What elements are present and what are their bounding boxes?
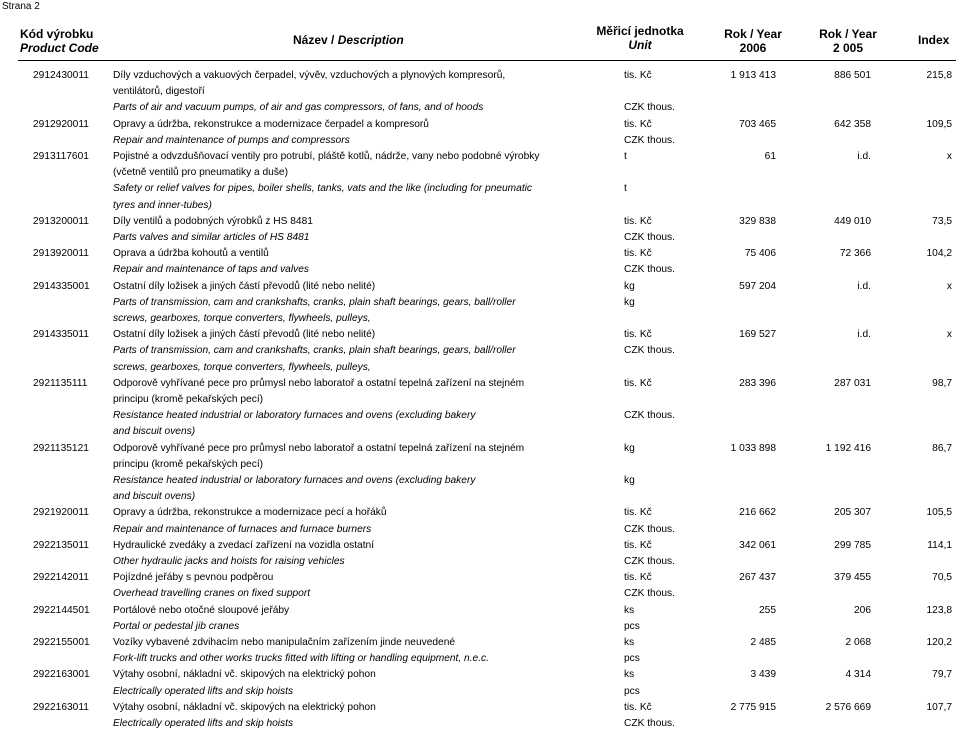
product-code: 2922142011 (33, 572, 89, 584)
description-en: and biscuit ovens) (113, 491, 196, 503)
unit-cz: t (624, 151, 627, 162)
unit-en: CZK thous. (624, 345, 675, 357)
product-code: 2922144501 (33, 604, 90, 616)
index-value: 98,7 (932, 377, 952, 389)
value-2006: 342 061 (739, 539, 776, 551)
value-2006: 255 (759, 604, 776, 616)
header-year1-value: 2006 (739, 41, 767, 55)
description-en: and biscuit ovens) (113, 426, 196, 438)
unit-en: CZK thous. (624, 717, 675, 729)
product-code: 2922135011 (33, 539, 89, 551)
description-cz: principu (kromě pekařských pecí) (113, 393, 264, 405)
header-code-cz: Kód výrobku (20, 27, 94, 41)
index-value: 70,5 (932, 572, 952, 584)
header-year-2006 (724, 27, 782, 55)
unit-cz: tis. Kč (624, 215, 652, 227)
product-code: 2921135111 (33, 377, 88, 389)
value-2005: 72 366 (839, 248, 871, 260)
description-cz: Opravy a údržba, rekonstrukce a modernizace čerpadel a kompresorů (113, 118, 429, 130)
description-cz: Výtahy osobní, nákladní vč. skipových na elektrický pohon (113, 701, 376, 713)
value-2006: 61 (764, 151, 776, 162)
product-code: 2914335011 (33, 329, 89, 341)
value-2005: 2 576 669 (825, 701, 871, 713)
description-en: Resistance heated industrial or laboratory furnaces and ovens (excluding bakery (113, 410, 476, 422)
description-en: Safety or relief valves for pipes, boiler shells, tanks, vats and the like (including for pneumatic (113, 183, 533, 195)
table-row (0, 505, 960, 537)
header-year2-value: 2 005 (832, 41, 864, 55)
value-2005: 205 307 (834, 507, 871, 519)
header-unit-en: Unit (628, 38, 652, 52)
index-value: 120,2 (926, 637, 952, 648)
unit-en: CZK thous. (624, 588, 675, 600)
header-name-en: Description (337, 33, 404, 47)
description-cz: Pojízdné jeřáby s pevnou podpěrou (113, 572, 274, 584)
value-2006: 1 033 898 (730, 442, 776, 454)
header-year-2005 (818, 27, 878, 55)
description-cz: Díly ventilů a podobných výrobků z HS 8481 (113, 215, 313, 227)
unit-cz: tis. Kč (624, 377, 652, 389)
value-2006: 2 485 (750, 637, 776, 648)
description-en: Electrically operated lifts and skip hoists (113, 685, 294, 697)
unit-cz: tis. Kč (624, 539, 652, 551)
unit-cz: tis. Kč (624, 70, 652, 81)
unit-cz: kg (624, 442, 635, 454)
description-en: Parts of transmission, cam and crankshafts, cranks, plain shaft bearings, gears, ball/roller (113, 296, 516, 308)
table-row (0, 667, 960, 699)
description-cz: Ostatní díly ložisek a jiných částí převodů (lité nebo nelité) (113, 329, 376, 341)
index-value: 73,5 (932, 215, 952, 227)
unit-cz: tis. Kč (624, 248, 652, 260)
unit-en: CZK thous. (624, 134, 675, 146)
value-2005: i.d. (857, 151, 871, 162)
unit-en: pcs (624, 685, 640, 697)
description-cz: Pojistné a odvzdušňovací ventily pro potrubí, pláště kotlů, nádrže, vany nebo podobné výrobky (113, 151, 540, 162)
header-name-cz: Název / (293, 33, 338, 47)
description-en: Electrically operated lifts and skip hoists (113, 717, 294, 729)
description-cz: principu (kromě pekařských pecí) (113, 458, 264, 470)
description-cz: Vozíky vybavené zdvihacím nebo manipulačním zařízením jinde neuvedené (113, 637, 456, 648)
table-row (0, 441, 960, 506)
value-2005: 299 785 (834, 539, 871, 551)
unit-en: pcs (624, 653, 640, 665)
table-row (0, 246, 960, 278)
unit-cz: tis. Kč (624, 572, 652, 584)
value-2005: 4 314 (845, 669, 871, 681)
table-row (0, 214, 960, 246)
description-cz: Ostatní díly ložisek a jiných částí převodů (lité nebo nelité) (113, 280, 376, 292)
description-en: Resistance heated industrial or laboratory furnaces and ovens (excluding bakery (113, 474, 476, 486)
header-index: Index (918, 33, 950, 47)
value-2006: 703 465 (739, 118, 776, 130)
value-2006: 216 662 (739, 507, 776, 519)
value-2006: 169 527 (739, 329, 776, 341)
table-row (0, 279, 960, 328)
unit-cz: kg (624, 280, 635, 292)
unit-en: CZK thous. (624, 523, 675, 535)
value-2006: 329 838 (739, 215, 776, 227)
value-2006: 597 204 (739, 280, 776, 292)
table-row (0, 376, 960, 441)
product-code: 2922155001 (33, 637, 90, 648)
product-code: 2921135121 (33, 442, 89, 454)
index-value: 123,8 (926, 604, 952, 616)
description-en: Parts of transmission, cam and crankshafts, cranks, plain shaft bearings, gears, ball/roller (113, 345, 516, 357)
index-value: x (946, 280, 952, 292)
unit-cz: ks (624, 637, 635, 648)
table-row (0, 327, 960, 376)
header-product-code (20, 27, 99, 55)
unit-cz: tis. Kč (624, 507, 652, 519)
header-year1-label: Rok / Year (724, 27, 782, 41)
unit-cz: tis. Kč (624, 701, 652, 713)
description-en: screws, gearboxes, torque converters, flywheels, pulleys, (113, 361, 371, 373)
header-unit (595, 24, 685, 52)
header-unit-cz: Měřicí jednotka (596, 24, 684, 38)
value-2005: i.d. (857, 329, 871, 341)
unit-cz: ks (624, 604, 635, 616)
index-value: 79,7 (932, 669, 952, 681)
value-2005: 1 192 416 (825, 442, 871, 454)
product-code: 2913200011 (33, 215, 89, 227)
index-value: 86,7 (932, 442, 952, 454)
description-en: Parts of air and vacuum pumps, of air and gas compressors, of fans, and of hoods (113, 102, 484, 114)
description-en: Repair and maintenance of furnaces and furnace burners (113, 523, 372, 535)
table-row (0, 700, 960, 732)
description-en: Parts valves and similar articles of HS 8481 (113, 231, 310, 243)
table-row (0, 603, 960, 635)
index-value: 105,5 (926, 507, 952, 519)
index-value: 109,5 (926, 118, 952, 130)
header-code-en: Product Code (20, 41, 99, 55)
index-value: 104,2 (926, 248, 952, 260)
unit-en: CZK thous. (624, 231, 675, 243)
value-2006: 75 406 (744, 248, 776, 260)
table-row (0, 149, 960, 214)
value-2005: 449 010 (834, 215, 871, 227)
table-row (0, 68, 960, 117)
unit-cz: tis. Kč (624, 329, 652, 341)
product-code: 2913117601 (33, 151, 89, 162)
product-code: 2913920011 (33, 248, 89, 260)
value-2006: 267 437 (739, 572, 776, 584)
product-code: 2914335001 (33, 280, 90, 292)
description-cz: Oprava a údržba kohoutů a ventilů (113, 248, 269, 260)
description-cz: Odporově vyhřívané pece pro průmysl nebo laboratoř a ostatní tepelná zařízení na stejném (113, 442, 525, 454)
header-year2-label: Rok / Year (819, 27, 877, 41)
unit-en: pcs (624, 620, 640, 632)
description-en: tyres and inner-tubes) (113, 199, 212, 211)
product-code: 2912920011 (33, 118, 89, 130)
value-2006: 2 775 915 (730, 701, 776, 713)
description-cz: (včetně ventilů pro pneumatiky a duše) (113, 167, 288, 179)
description-cz: ventilátorů, digestoří (113, 86, 205, 98)
product-code: 2922163001 (33, 669, 90, 681)
index-value: 107,7 (926, 701, 952, 713)
value-2005: 886 501 (834, 70, 871, 81)
value-2006: 3 439 (750, 669, 776, 681)
description-cz: Opravy a údržba, rekonstrukce a modernizace pecí a hořáků (113, 507, 387, 519)
unit-en: kg (624, 296, 635, 308)
description-en: Overhead travelling cranes on fixed support (113, 588, 311, 600)
unit-en: kg (624, 474, 635, 486)
table-row (0, 117, 960, 149)
value-2005: 206 (854, 604, 871, 616)
header-divider (18, 60, 956, 61)
description-cz: Odporově vyhřívané pece pro průmysl nebo laboratoř a ostatní tepelná zařízení na stejném (113, 377, 525, 389)
unit-en: CZK thous. (624, 264, 675, 276)
description-en: Portal or pedestal jib cranes (113, 620, 240, 632)
header-description (293, 33, 404, 47)
description-en: Fork-lift trucks and other works trucks fitted with lifting or handling equipment, n.e.c. (113, 653, 489, 665)
unit-en: CZK thous. (624, 555, 675, 567)
product-code: 2922163011 (33, 701, 89, 713)
description-cz: Portálové nebo otočné sloupové jeřáby (113, 604, 290, 616)
value-2005: 287 031 (834, 377, 871, 389)
value-2006: 1 913 413 (730, 70, 776, 81)
unit-en: CZK thous. (624, 102, 675, 114)
unit-cz: ks (624, 669, 635, 681)
index-value: x (946, 329, 952, 341)
page-label: Strana 2 (2, 1, 40, 12)
description-en: Other hydraulic jacks and hoists for raising vehicles (113, 555, 345, 567)
value-2005: 379 455 (834, 572, 871, 584)
value-2006: 283 396 (739, 377, 776, 389)
index-value: 215,8 (926, 70, 952, 81)
value-2005: i.d. (857, 280, 871, 292)
unit-cz: tis. Kč (624, 118, 652, 130)
description-cz: Hydraulické zvedáky a zvedací zařízení na vozidla ostatní (113, 539, 375, 551)
index-value: x (946, 151, 952, 162)
product-code: 2912430011 (33, 70, 89, 81)
index-value: 114,1 (927, 539, 952, 551)
table-row (0, 635, 960, 667)
description-cz: Díly vzduchových a vakuových čerpadel, vývěv, vzduchových a plynových kompresorů, (113, 70, 506, 81)
product-code: 2921920011 (33, 507, 89, 519)
description-en: Repair and maintenance of pumps and compressors (113, 134, 350, 146)
table-row (0, 538, 960, 570)
table-row (0, 570, 960, 602)
description-en: Repair and maintenance of taps and valves (113, 264, 309, 276)
unit-en: t (624, 183, 627, 195)
description-en: screws, gearboxes, torque converters, flywheels, pulleys, (113, 312, 371, 324)
value-2005: 2 068 (845, 637, 871, 648)
unit-en: CZK thous. (624, 410, 675, 422)
value-2005: 642 358 (834, 118, 871, 130)
description-cz: Výtahy osobní, nákladní vč. skipových na elektrický pohon (113, 669, 376, 681)
